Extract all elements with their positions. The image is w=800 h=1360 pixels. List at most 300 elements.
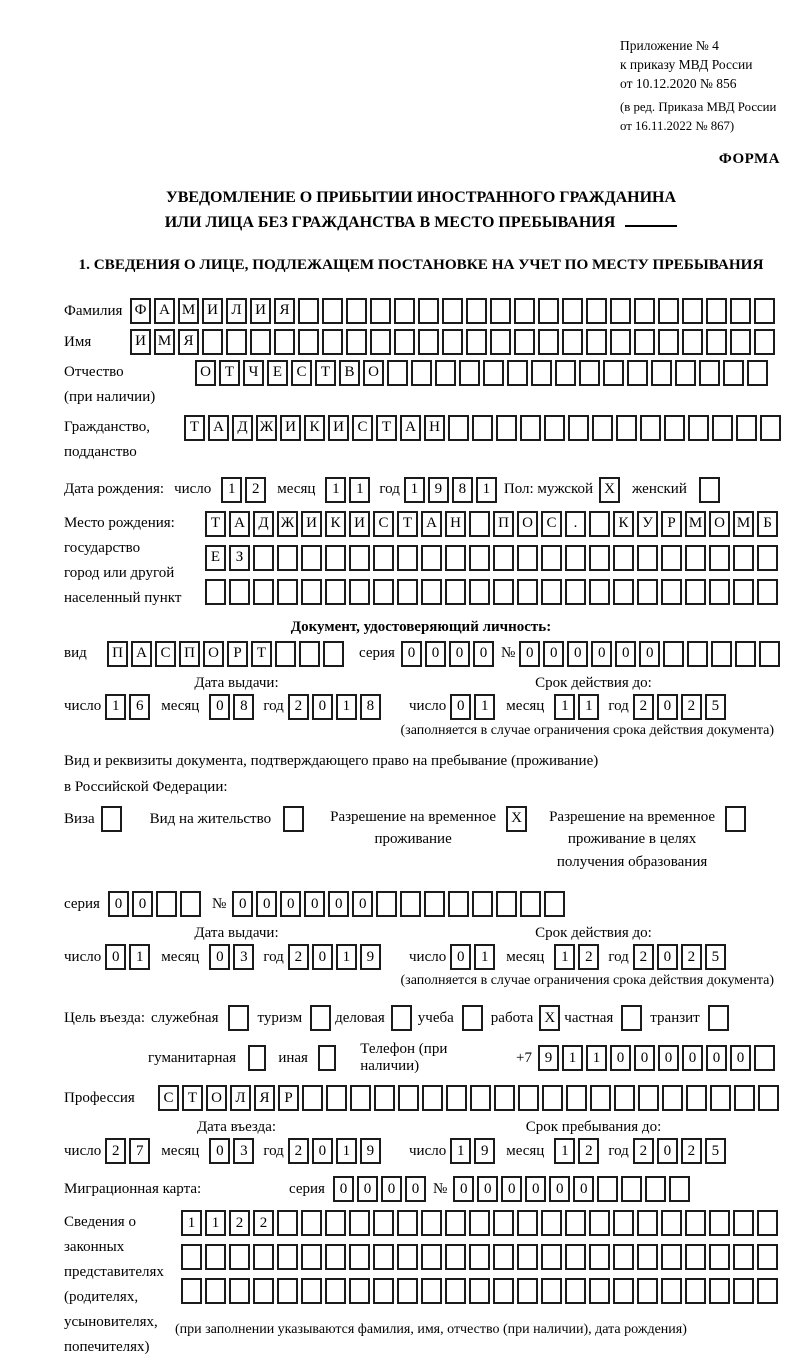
char-cell[interactable] xyxy=(421,1278,442,1304)
char-cell[interactable] xyxy=(493,1244,514,1270)
char-cell[interactable] xyxy=(661,1210,682,1236)
char-cell[interactable]: К xyxy=(613,511,634,537)
char-cell[interactable]: 0 xyxy=(425,641,446,667)
char-cell[interactable]: Я xyxy=(178,329,199,355)
char-cell[interactable]: Т xyxy=(251,641,272,667)
char-cell[interactable]: 0 xyxy=(401,641,422,667)
char-cell[interactable] xyxy=(469,1278,490,1304)
char-cell[interactable] xyxy=(520,891,541,917)
char-cell[interactable] xyxy=(496,415,517,441)
char-cell[interactable] xyxy=(421,1244,442,1270)
char-cell[interactable] xyxy=(712,415,733,441)
char-cell[interactable] xyxy=(634,329,655,355)
char-cell[interactable] xyxy=(180,891,201,917)
char-cell[interactable]: 1 xyxy=(221,477,242,503)
char-cell[interactable]: Я xyxy=(254,1085,275,1111)
char-cell[interactable] xyxy=(613,579,634,605)
char-cell[interactable]: И xyxy=(280,415,301,441)
char-cell[interactable] xyxy=(350,1085,371,1111)
char-cell[interactable] xyxy=(662,1085,683,1111)
char-cell[interactable]: Р xyxy=(227,641,248,667)
char-cell[interactable]: 0 xyxy=(449,641,470,667)
option-temp-residence-checkbox[interactable]: X xyxy=(506,806,527,832)
char-cell[interactable] xyxy=(589,579,610,605)
char-cell[interactable] xyxy=(541,579,562,605)
char-cell[interactable]: Т xyxy=(184,415,205,441)
char-cell[interactable]: 0 xyxy=(730,1045,751,1071)
char-cell[interactable]: 0 xyxy=(105,944,126,970)
char-cell[interactable] xyxy=(373,579,394,605)
char-cell[interactable] xyxy=(496,891,517,917)
char-cell[interactable]: 1 xyxy=(554,1138,575,1164)
char-cell[interactable] xyxy=(226,329,247,355)
char-cell[interactable]: 0 xyxy=(657,944,678,970)
char-cell[interactable] xyxy=(733,545,754,571)
char-cell[interactable]: 1 xyxy=(325,477,346,503)
char-cell[interactable] xyxy=(538,329,559,355)
char-cell[interactable] xyxy=(709,579,730,605)
char-cell[interactable]: 1 xyxy=(404,477,425,503)
char-cell[interactable]: 0 xyxy=(591,641,612,667)
char-cell[interactable] xyxy=(541,1244,562,1270)
char-cell[interactable] xyxy=(586,298,607,324)
char-cell[interactable]: 0 xyxy=(501,1176,522,1202)
char-cell[interactable]: 1 xyxy=(129,944,150,970)
char-cell[interactable] xyxy=(616,415,637,441)
char-cell[interactable]: 2 xyxy=(105,1138,126,1164)
char-cell[interactable] xyxy=(325,579,346,605)
char-cell[interactable]: 0 xyxy=(519,641,540,667)
char-cell[interactable]: 2 xyxy=(288,1138,309,1164)
char-cell[interactable] xyxy=(613,1210,634,1236)
char-cell[interactable]: Т xyxy=(182,1085,203,1111)
char-cell[interactable] xyxy=(675,360,696,386)
char-cell[interactable] xyxy=(517,545,538,571)
option-visa-checkbox[interactable] xyxy=(101,806,122,832)
purpose-other-checkbox[interactable] xyxy=(318,1045,336,1071)
char-cell[interactable]: Т xyxy=(376,415,397,441)
char-cell[interactable]: 0 xyxy=(256,891,277,917)
char-cell[interactable] xyxy=(651,360,672,386)
char-cell[interactable] xyxy=(302,1085,323,1111)
char-cell[interactable]: Е xyxy=(267,360,288,386)
char-cell[interactable] xyxy=(589,511,610,537)
char-cell[interactable]: 0 xyxy=(634,1045,655,1071)
char-cell[interactable] xyxy=(621,1176,642,1202)
char-cell[interactable] xyxy=(565,579,586,605)
char-cell[interactable]: 0 xyxy=(450,694,471,720)
char-cell[interactable] xyxy=(253,1244,274,1270)
char-cell[interactable] xyxy=(397,545,418,571)
char-cell[interactable]: А xyxy=(400,415,421,441)
char-cell[interactable]: 8 xyxy=(452,477,473,503)
char-cell[interactable]: 0 xyxy=(615,641,636,667)
char-cell[interactable]: 0 xyxy=(450,944,471,970)
char-cell[interactable] xyxy=(758,1085,779,1111)
char-cell[interactable] xyxy=(760,415,781,441)
char-cell[interactable] xyxy=(597,1176,618,1202)
option-residence-permit-checkbox[interactable] xyxy=(283,806,304,832)
char-cell[interactable] xyxy=(442,329,463,355)
char-cell[interactable] xyxy=(757,1278,778,1304)
char-cell[interactable] xyxy=(730,329,751,355)
char-cell[interactable] xyxy=(517,579,538,605)
char-cell[interactable] xyxy=(448,415,469,441)
char-cell[interactable] xyxy=(686,1085,707,1111)
char-cell[interactable] xyxy=(517,1278,538,1304)
char-cell[interactable] xyxy=(637,1278,658,1304)
char-cell[interactable] xyxy=(325,545,346,571)
char-cell[interactable]: Б xyxy=(757,511,778,537)
char-cell[interactable] xyxy=(397,1210,418,1236)
char-cell[interactable] xyxy=(493,545,514,571)
char-cell[interactable] xyxy=(422,1085,443,1111)
char-cell[interactable] xyxy=(398,1085,419,1111)
char-cell[interactable] xyxy=(736,415,757,441)
char-cell[interactable] xyxy=(733,1244,754,1270)
char-cell[interactable] xyxy=(637,1210,658,1236)
char-cell[interactable]: 1 xyxy=(474,694,495,720)
purpose-business-checkbox[interactable] xyxy=(391,1005,412,1031)
char-cell[interactable]: 9 xyxy=(474,1138,495,1164)
char-cell[interactable]: 0 xyxy=(381,1176,402,1202)
char-cell[interactable] xyxy=(298,329,319,355)
char-cell[interactable] xyxy=(562,329,583,355)
char-cell[interactable]: 1 xyxy=(578,694,599,720)
char-cell[interactable] xyxy=(706,329,727,355)
char-cell[interactable] xyxy=(514,298,535,324)
char-cell[interactable] xyxy=(637,545,658,571)
char-cell[interactable]: 2 xyxy=(578,944,599,970)
char-cell[interactable] xyxy=(483,360,504,386)
char-cell[interactable] xyxy=(424,891,445,917)
char-cell[interactable] xyxy=(277,545,298,571)
char-cell[interactable]: С xyxy=(373,511,394,537)
char-cell[interactable]: 0 xyxy=(525,1176,546,1202)
char-cell[interactable] xyxy=(544,891,565,917)
char-cell[interactable] xyxy=(421,545,442,571)
char-cell[interactable]: . xyxy=(565,511,586,537)
char-cell[interactable]: П xyxy=(107,641,128,667)
char-cell[interactable]: И xyxy=(301,511,322,537)
char-cell[interactable] xyxy=(448,891,469,917)
char-cell[interactable]: П xyxy=(493,511,514,537)
char-cell[interactable] xyxy=(658,298,679,324)
char-cell[interactable]: А xyxy=(131,641,152,667)
char-cell[interactable]: М xyxy=(733,511,754,537)
char-cell[interactable] xyxy=(435,360,456,386)
char-cell[interactable] xyxy=(589,1244,610,1270)
char-cell[interactable] xyxy=(733,1278,754,1304)
char-cell[interactable] xyxy=(370,329,391,355)
char-cell[interactable] xyxy=(562,298,583,324)
char-cell[interactable]: С xyxy=(155,641,176,667)
char-cell[interactable] xyxy=(757,1210,778,1236)
char-cell[interactable]: И xyxy=(328,415,349,441)
char-cell[interactable] xyxy=(397,1244,418,1270)
char-cell[interactable] xyxy=(370,298,391,324)
purpose-transit-checkbox[interactable] xyxy=(708,1005,729,1031)
char-cell[interactable] xyxy=(181,1278,202,1304)
char-cell[interactable] xyxy=(538,298,559,324)
char-cell[interactable]: 0 xyxy=(543,641,564,667)
char-cell[interactable] xyxy=(614,1085,635,1111)
char-cell[interactable]: Ч xyxy=(243,360,264,386)
char-cell[interactable] xyxy=(421,579,442,605)
char-cell[interactable]: А xyxy=(154,298,175,324)
char-cell[interactable] xyxy=(472,415,493,441)
char-cell[interactable] xyxy=(469,1244,490,1270)
char-cell[interactable] xyxy=(664,415,685,441)
char-cell[interactable] xyxy=(710,1085,731,1111)
char-cell[interactable] xyxy=(757,545,778,571)
char-cell[interactable] xyxy=(685,1210,706,1236)
char-cell[interactable]: Н xyxy=(424,415,445,441)
char-cell[interactable] xyxy=(349,579,370,605)
char-cell[interactable]: 0 xyxy=(209,944,230,970)
char-cell[interactable]: Т xyxy=(397,511,418,537)
char-cell[interactable] xyxy=(442,298,463,324)
char-cell[interactable]: 0 xyxy=(209,1138,230,1164)
char-cell[interactable] xyxy=(688,415,709,441)
char-cell[interactable] xyxy=(181,1244,202,1270)
char-cell[interactable]: О xyxy=(709,511,730,537)
char-cell[interactable]: Т xyxy=(219,360,240,386)
char-cell[interactable]: К xyxy=(304,415,325,441)
char-cell[interactable]: 0 xyxy=(304,891,325,917)
char-cell[interactable] xyxy=(298,298,319,324)
char-cell[interactable]: 1 xyxy=(554,694,575,720)
char-cell[interactable]: М xyxy=(178,298,199,324)
char-cell[interactable] xyxy=(682,329,703,355)
char-cell[interactable]: 2 xyxy=(578,1138,599,1164)
char-cell[interactable] xyxy=(156,891,177,917)
char-cell[interactable] xyxy=(325,1210,346,1236)
char-cell[interactable]: 1 xyxy=(476,477,497,503)
char-cell[interactable]: А xyxy=(208,415,229,441)
char-cell[interactable] xyxy=(446,1085,467,1111)
char-cell[interactable] xyxy=(586,329,607,355)
char-cell[interactable]: 5 xyxy=(705,694,726,720)
char-cell[interactable]: 0 xyxy=(352,891,373,917)
char-cell[interactable]: 0 xyxy=(706,1045,727,1071)
char-cell[interactable]: 1 xyxy=(181,1210,202,1236)
char-cell[interactable] xyxy=(661,545,682,571)
char-cell[interactable]: 1 xyxy=(105,694,126,720)
char-cell[interactable] xyxy=(445,545,466,571)
char-cell[interactable] xyxy=(687,641,708,667)
char-cell[interactable]: 3 xyxy=(233,944,254,970)
char-cell[interactable] xyxy=(229,579,250,605)
char-cell[interactable] xyxy=(411,360,432,386)
char-cell[interactable]: З xyxy=(229,545,250,571)
char-cell[interactable] xyxy=(565,1210,586,1236)
char-cell[interactable]: 0 xyxy=(658,1045,679,1071)
char-cell[interactable] xyxy=(634,298,655,324)
char-cell[interactable] xyxy=(589,545,610,571)
char-cell[interactable]: 0 xyxy=(357,1176,378,1202)
char-cell[interactable] xyxy=(349,1210,370,1236)
char-cell[interactable] xyxy=(661,1278,682,1304)
char-cell[interactable] xyxy=(349,1278,370,1304)
char-cell[interactable]: О xyxy=(363,360,384,386)
char-cell[interactable]: 0 xyxy=(280,891,301,917)
char-cell[interactable] xyxy=(730,298,751,324)
char-cell[interactable]: О xyxy=(203,641,224,667)
char-cell[interactable]: 2 xyxy=(253,1210,274,1236)
char-cell[interactable]: 2 xyxy=(288,944,309,970)
char-cell[interactable] xyxy=(346,298,367,324)
char-cell[interactable] xyxy=(459,360,480,386)
char-cell[interactable]: 9 xyxy=(538,1045,559,1071)
char-cell[interactable] xyxy=(645,1176,666,1202)
char-cell[interactable] xyxy=(494,1085,515,1111)
char-cell[interactable]: 7 xyxy=(129,1138,150,1164)
char-cell[interactable] xyxy=(400,891,421,917)
char-cell[interactable] xyxy=(733,579,754,605)
char-cell[interactable]: 1 xyxy=(474,944,495,970)
char-cell[interactable]: Р xyxy=(278,1085,299,1111)
char-cell[interactable] xyxy=(394,298,415,324)
option-temp-residence-education-checkbox[interactable] xyxy=(725,806,746,832)
char-cell[interactable]: А xyxy=(421,511,442,537)
char-cell[interactable] xyxy=(682,298,703,324)
char-cell[interactable] xyxy=(723,360,744,386)
char-cell[interactable] xyxy=(418,298,439,324)
char-cell[interactable] xyxy=(565,1244,586,1270)
char-cell[interactable] xyxy=(757,579,778,605)
char-cell[interactable]: 0 xyxy=(333,1176,354,1202)
char-cell[interactable] xyxy=(493,1210,514,1236)
char-cell[interactable]: 0 xyxy=(473,641,494,667)
char-cell[interactable] xyxy=(277,579,298,605)
char-cell[interactable] xyxy=(205,1278,226,1304)
char-cell[interactable]: 9 xyxy=(360,1138,381,1164)
char-cell[interactable] xyxy=(322,329,343,355)
char-cell[interactable]: П xyxy=(179,641,200,667)
char-cell[interactable]: С xyxy=(158,1085,179,1111)
char-cell[interactable]: Л xyxy=(226,298,247,324)
char-cell[interactable]: 0 xyxy=(610,1045,631,1071)
char-cell[interactable] xyxy=(445,1210,466,1236)
char-cell[interactable] xyxy=(541,1210,562,1236)
char-cell[interactable]: Р xyxy=(661,511,682,537)
char-cell[interactable] xyxy=(565,545,586,571)
char-cell[interactable]: У xyxy=(637,511,658,537)
char-cell[interactable]: 1 xyxy=(205,1210,226,1236)
char-cell[interactable]: 0 xyxy=(108,891,129,917)
char-cell[interactable] xyxy=(469,545,490,571)
char-cell[interactable]: 1 xyxy=(554,944,575,970)
char-cell[interactable]: 1 xyxy=(336,1138,357,1164)
char-cell[interactable] xyxy=(579,360,600,386)
char-cell[interactable]: Д xyxy=(253,511,274,537)
char-cell[interactable] xyxy=(699,360,720,386)
char-cell[interactable] xyxy=(374,1085,395,1111)
char-cell[interactable] xyxy=(669,1176,690,1202)
char-cell[interactable]: 0 xyxy=(328,891,349,917)
char-cell[interactable]: В xyxy=(339,360,360,386)
char-cell[interactable] xyxy=(397,1278,418,1304)
char-cell[interactable]: И xyxy=(130,329,151,355)
char-cell[interactable] xyxy=(734,1085,755,1111)
char-cell[interactable]: Е xyxy=(205,545,226,571)
char-cell[interactable] xyxy=(397,579,418,605)
char-cell[interactable] xyxy=(229,1244,250,1270)
char-cell[interactable]: 2 xyxy=(681,694,702,720)
char-cell[interactable] xyxy=(277,1244,298,1270)
char-cell[interactable]: 0 xyxy=(209,694,230,720)
char-cell[interactable]: 0 xyxy=(312,944,333,970)
char-cell[interactable]: 1 xyxy=(450,1138,471,1164)
char-cell[interactable]: Ж xyxy=(277,511,298,537)
char-cell[interactable] xyxy=(555,360,576,386)
char-cell[interactable]: 0 xyxy=(657,694,678,720)
char-cell[interactable]: О xyxy=(206,1085,227,1111)
char-cell[interactable]: 2 xyxy=(681,944,702,970)
purpose-humanitarian-checkbox[interactable] xyxy=(248,1045,266,1071)
char-cell[interactable]: Л xyxy=(230,1085,251,1111)
char-cell[interactable] xyxy=(470,1085,491,1111)
char-cell[interactable]: 0 xyxy=(657,1138,678,1164)
char-cell[interactable] xyxy=(640,415,661,441)
char-cell[interactable]: 2 xyxy=(681,1138,702,1164)
char-cell[interactable]: 2 xyxy=(633,944,654,970)
char-cell[interactable] xyxy=(531,360,552,386)
char-cell[interactable]: А xyxy=(229,511,250,537)
char-cell[interactable]: И xyxy=(202,298,223,324)
char-cell[interactable]: 0 xyxy=(477,1176,498,1202)
purpose-private-checkbox[interactable] xyxy=(621,1005,642,1031)
char-cell[interactable] xyxy=(445,1244,466,1270)
char-cell[interactable] xyxy=(733,1210,754,1236)
purpose-tourism-checkbox[interactable] xyxy=(310,1005,331,1031)
char-cell[interactable]: 2 xyxy=(288,694,309,720)
char-cell[interactable]: 1 xyxy=(336,944,357,970)
char-cell[interactable] xyxy=(541,1278,562,1304)
char-cell[interactable] xyxy=(544,415,565,441)
char-cell[interactable]: 1 xyxy=(349,477,370,503)
char-cell[interactable] xyxy=(685,545,706,571)
char-cell[interactable] xyxy=(472,891,493,917)
char-cell[interactable] xyxy=(421,1210,442,1236)
char-cell[interactable] xyxy=(754,1045,775,1071)
char-cell[interactable] xyxy=(376,891,397,917)
char-cell[interactable] xyxy=(373,1244,394,1270)
char-cell[interactable]: 0 xyxy=(312,1138,333,1164)
char-cell[interactable] xyxy=(709,1278,730,1304)
char-cell[interactable] xyxy=(490,298,511,324)
char-cell[interactable] xyxy=(661,579,682,605)
char-cell[interactable] xyxy=(301,1210,322,1236)
char-cell[interactable] xyxy=(253,579,274,605)
purpose-official-checkbox[interactable] xyxy=(228,1005,249,1031)
char-cell[interactable] xyxy=(299,641,320,667)
char-cell[interactable] xyxy=(757,1244,778,1270)
char-cell[interactable]: С xyxy=(291,360,312,386)
char-cell[interactable] xyxy=(322,298,343,324)
char-cell[interactable] xyxy=(610,329,631,355)
char-cell[interactable] xyxy=(658,329,679,355)
char-cell[interactable] xyxy=(325,1244,346,1270)
char-cell[interactable]: С xyxy=(541,511,562,537)
char-cell[interactable] xyxy=(592,415,613,441)
char-cell[interactable] xyxy=(469,1210,490,1236)
char-cell[interactable]: 0 xyxy=(405,1176,426,1202)
char-cell[interactable] xyxy=(253,545,274,571)
char-cell[interactable] xyxy=(754,329,775,355)
char-cell[interactable]: 0 xyxy=(567,641,588,667)
